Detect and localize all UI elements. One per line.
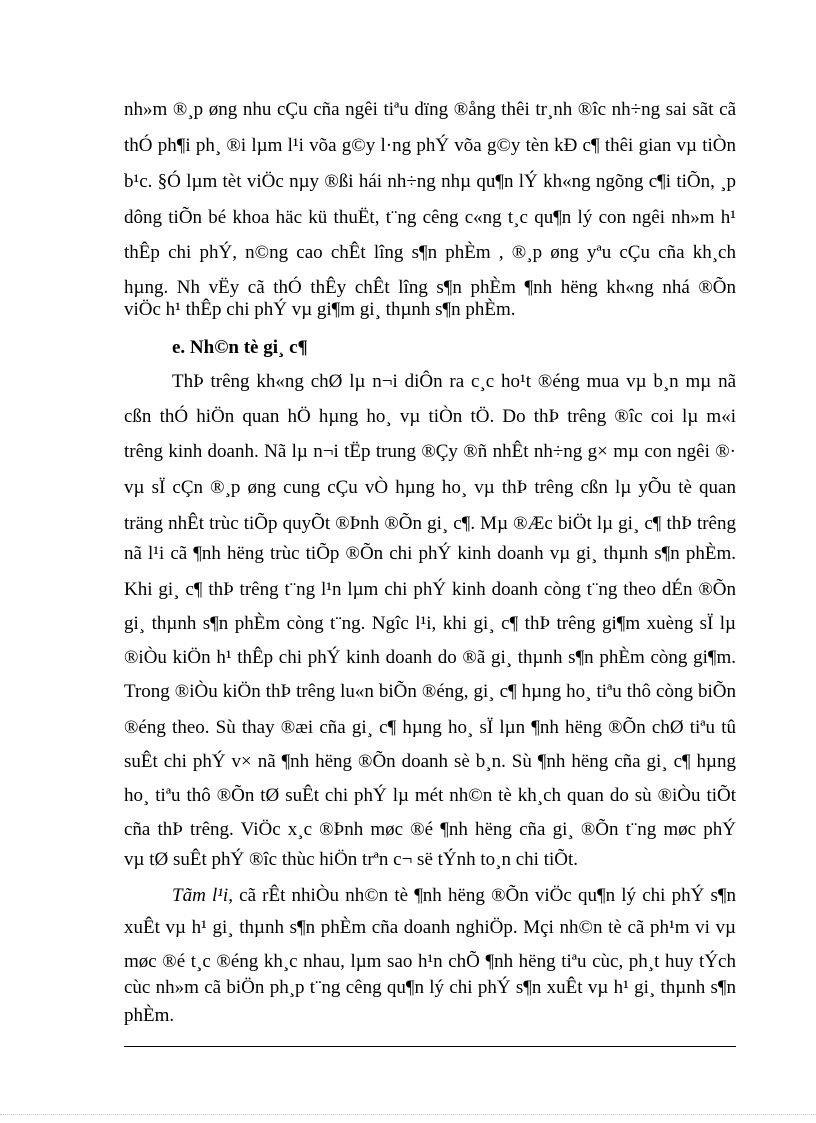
paragraph-line: gi¸ thµnh s¶n phÈm còng t¨ng. Ngîc l¹i, khi gi¸ c¶ thÞ trêng gi¶m xuèng sÏ lµ (124, 613, 736, 634)
footer-rule (124, 1046, 736, 1047)
paragraph-line: träng nhÊt trùc tiÕp quyÕt ®Þnh ®Õn gi¸ c¶. Mµ ®Æc biÖt lµ gi¸ c¶ thÞ trêng (124, 513, 736, 534)
paragraph-line: viÖc h¹ thÊp chi phÝ vµ gi¶m gi¸ thµnh s¶n phÈm. (124, 299, 516, 320)
paragraph-line (172, 884, 736, 908)
paragraph-line: nã l¹i cã ¶nh hëng trùc tiÕp ®Õn chi phÝ kinh doanh vµ gi¸ thµnh s¶n phÈm. (124, 543, 736, 564)
paragraph-line: thÊp chi phÝ, n©ng cao chÊt lîng s¶n phÈm , ®¸p øng yªu cÇu cña kh¸ch (124, 242, 736, 263)
paragraph-line: vµ tØ suÊt phÝ ®îc thùc hiÖn trªn c¬ së tÝnh to¸n chi tiÕt. (124, 849, 579, 870)
paragraph-line: ThÞ trêng kh«ng chØ lµ n¬i diÔn ra c¸c ho¹t ®éng mua vµ b¸n mµ nã (172, 371, 736, 392)
paragraph-line: cùc nh»m cã biÖn ph¸p t¨ng cêng qu¶n lý chi phÝ s¶n xuÊt vµ h¹ gi¸ thµnh s¶n (124, 977, 736, 998)
paragraph-line: xuÊt vµ h¹ gi¸ thµnh s¶n phÈm cña doanh nghiÖp. Mçi nh©n tè cã ph¹m vi vµ (124, 917, 736, 938)
paragraph-line: vµ sÏ cÇn ®¸p øng cung cÇu vÒ hµng ho¸ vµ thÞ trêng cßn lµ yÕu tè quan (124, 477, 736, 498)
paragraph-line: ho¸ tiªu thô ®Õn tØ suÊt chi phÝ lµ mét nh©n tè kh¸ch quan do sù ®iÒu tiÕt (124, 785, 736, 806)
paragraph-line: dông tiÕn bé khoa häc kü thuËt, t¨ng cêng c«ng t¸c qu¶n lý con ngêi nh»m h¹ (124, 207, 736, 228)
paragraph-line-text: , cã rÊt nhiÒu nh©n tè ¶nh hëng ®Õn viÖc qu¶n lý chi phÝ s¶n (228, 885, 736, 906)
paragraph-line: thÓ ph¶i ph¸ ®i lµm l¹i võa g©y l·ng phÝ võa g©y tèn kÐ c¶ thêi gian vµ tiÒn (124, 135, 736, 156)
paragraph-line: cña thÞ trêng. ViÖc x¸c ®Þnh møc ®é ¶nh hëng cña gi¸ ®Õn t¨ng møc phÝ (124, 819, 736, 840)
paragraph-line: nh»m ®¸p øng nhu cÇu cña ngêi tiªu dïng ®ång thêi tr¸nh ®îc nh÷ng sai sãt cã (124, 99, 736, 120)
paragraph-line: ®iÒu kiÖn h¹ thÊp chi phÝ kinh doanh do ®ã gi¸ thµnh s¶n phÈm còng gi¶m. (124, 647, 736, 668)
italic-lead-text: Tãm l¹i (172, 885, 229, 906)
paragraph-line: b¹c. §Ó lµm tèt viÖc nµy ®ßi hái nh÷ng nhµ qu¶n lÝ kh«ng ngõng c¶i tiÕn, ¸p (124, 171, 736, 192)
paragraph-line: phÈm. (124, 1005, 175, 1026)
paragraph-line: suÊt chi phÝ v× nã ¶nh hëng ®Õn doanh sè b¸n. Sù ¶nh hëng cña gi¸ c¶ hµng (124, 751, 736, 772)
section-heading: e. Nh©n tè gi¸ c¶ (172, 337, 308, 358)
paragraph-line: hµng. Nh vËy cã thÓ thÊy chÊt lîng s¶n phÈm ¶nh hëng kh«ng nhá ®Õn (124, 277, 736, 298)
paragraph-line: cßn thÓ hiÖn quan hÖ hµng ho¸ vµ tiÒn tÖ. Do thÞ trêng ®îc coi lµ m«i (124, 406, 736, 427)
paragraph-line: ®éng theo. Sù thay ®æi cña gi¸ c¶ hµng ho¸ sÏ lµn ¶nh hëng ®Õn chØ tiªu tû (124, 717, 736, 738)
paragraph-line: Trong ®iÒu kiÖn thÞ trêng lu«n biÕn ®éng, gi¸ c¶ hµng ho¸ tiªu thô còng biÕn (124, 681, 736, 702)
page-bottom-border (0, 1114, 816, 1115)
paragraph-line: trêng kinh doanh. Nã lµ n¬i tËp trung ®Çy ®ñ nhÊt nh÷ng g× mµ con ngêi ®· (124, 441, 736, 462)
paragraph-line: møc ®é t¸c ®éng kh¸c nhau, lµm sao h¹n chÕ ¶nh hëng tiªu cùc, ph¸t huy tÝch (124, 951, 736, 972)
paragraph-line: Khi gi¸ c¶ thÞ trêng t¨ng l¹n lµm chi phÝ kinh doanh còng t¨ng theo dÉn ®Õn (124, 579, 736, 600)
